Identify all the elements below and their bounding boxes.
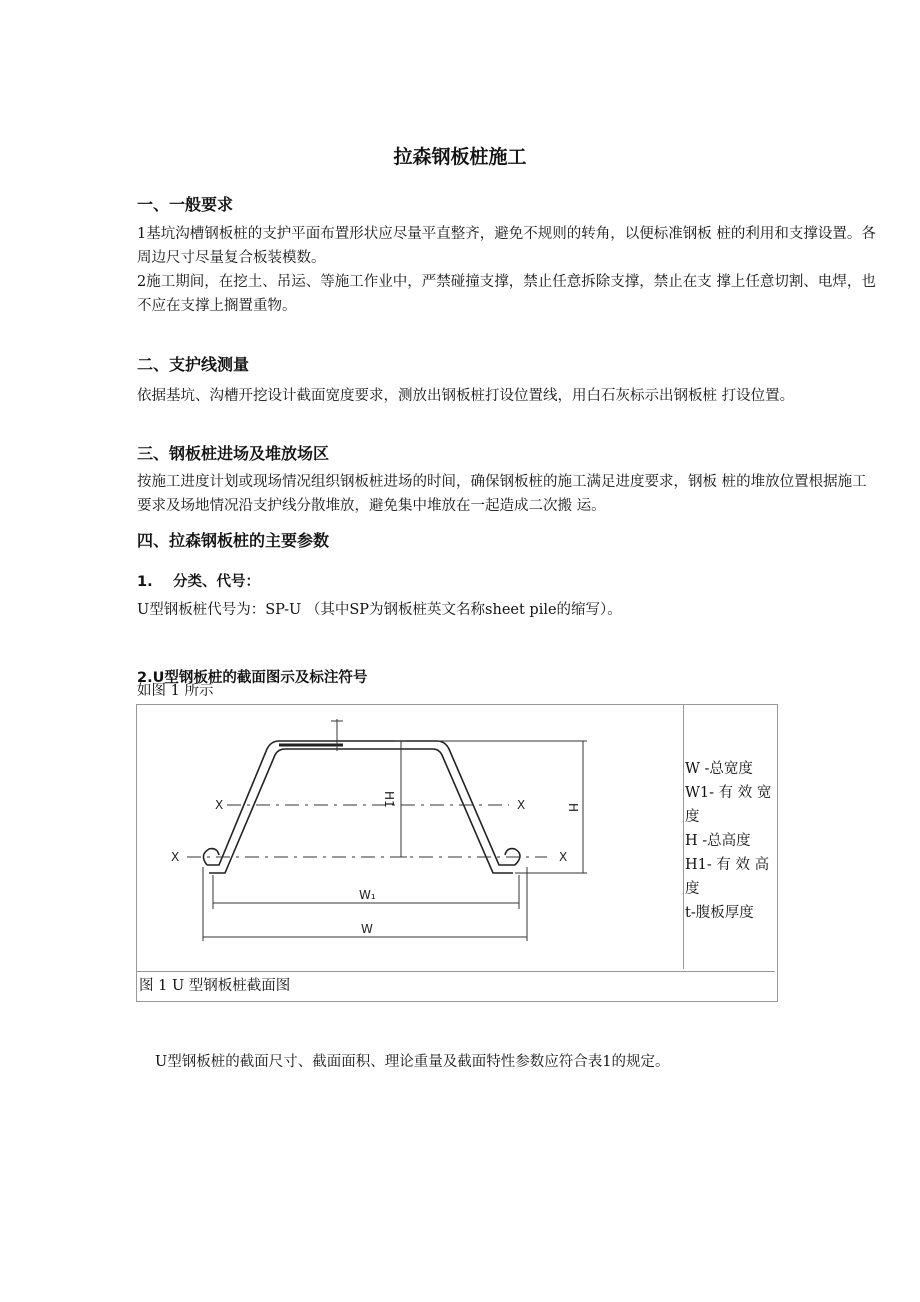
- subsection-2-heading: 2.U型钢板桩的截面图示及标注符号: [137, 670, 368, 686]
- sheet-pile-section-diagram: [137, 705, 683, 969]
- figure-1: [136, 704, 778, 1002]
- closing-paragraph: U型钢板桩的截面尺寸、截面面积、理论重量及截面特性参数应符合表1的规定。: [155, 1054, 670, 1070]
- subsection-1-label: 分类、代号：: [173, 574, 260, 590]
- section1-para2: 2施工期间，在挖土、吊运、等施工作业中，严禁碰撞支撑，禁止任意拆除支撑，禁止在支 撑上任意切割、电焊，也不应在支撑上搁置重物。: [137, 274, 876, 314]
- section-heading-4: 四、拉森钢板桩的主要参数: [137, 531, 330, 550]
- legend-item: H -总高度: [685, 833, 751, 849]
- section2-para: 依据基坑、沟槽开挖设计截面宽度要求，测放出钢板桩打设位置线，用白石灰标示出钢板桩 打设位置。: [137, 388, 795, 404]
- subsection-1-text: U型钢板桩代号为：SP-U （其中SP为钢板桩英文名称sheet pile的缩写）。: [137, 602, 622, 618]
- profile-inner-line: [209, 749, 513, 873]
- figure-caption: 图 1 U 型钢板桩截面图: [137, 971, 775, 999]
- section3-para: 按施工进度计划或现场情况组织钢板桩进场的时间，确保钢板桩的施工满足进度要求，钢板 桩的堆放位置根据施工要求及场地情况沿支护线分散堆放，避免集中堆放在一起造成二次搬 运。: [137, 474, 867, 514]
- section-heading-3: 三、钢板桩进场及堆放场区: [137, 444, 330, 463]
- section1-para1: 1基坑沟槽钢板桩的支护平面布置形状应尽量平直整齐，避免不规则的转角，以便标准钢板 桩的利用和支撑设置。各周边尺寸尽量复合板装模数。: [137, 226, 876, 266]
- subsection-1: [137, 570, 260, 591]
- subsection-1-number: 1.: [137, 574, 153, 590]
- section-heading-1: 一、一般要求: [137, 195, 234, 214]
- label-w1: W₁: [359, 888, 376, 902]
- label-x-upper-left: X: [215, 798, 224, 812]
- legend-item: W -总宽度: [685, 761, 753, 777]
- profile-outer-line: [207, 741, 515, 865]
- figure-drawing: [137, 705, 684, 969]
- label-h: H: [566, 803, 580, 813]
- legend-item: H1- 有 效 高 度: [685, 857, 770, 897]
- label-x-upper-right: X: [517, 798, 526, 812]
- label-w: W: [361, 922, 373, 936]
- legend-item: t-腹板厚度: [685, 905, 754, 921]
- page-title: 拉森钢板桩施工: [393, 146, 527, 168]
- subsection-2-intro: 如图 1 所示: [137, 683, 214, 699]
- section-heading-2: 二、支护线测量: [137, 355, 250, 374]
- legend-item: W1- 有 效 宽 度: [685, 785, 772, 825]
- label-h1: H1: [382, 791, 396, 808]
- figure-legend: [685, 757, 775, 925]
- label-x-lower-left: X: [171, 850, 180, 864]
- label-x-lower-right: X: [559, 850, 568, 864]
